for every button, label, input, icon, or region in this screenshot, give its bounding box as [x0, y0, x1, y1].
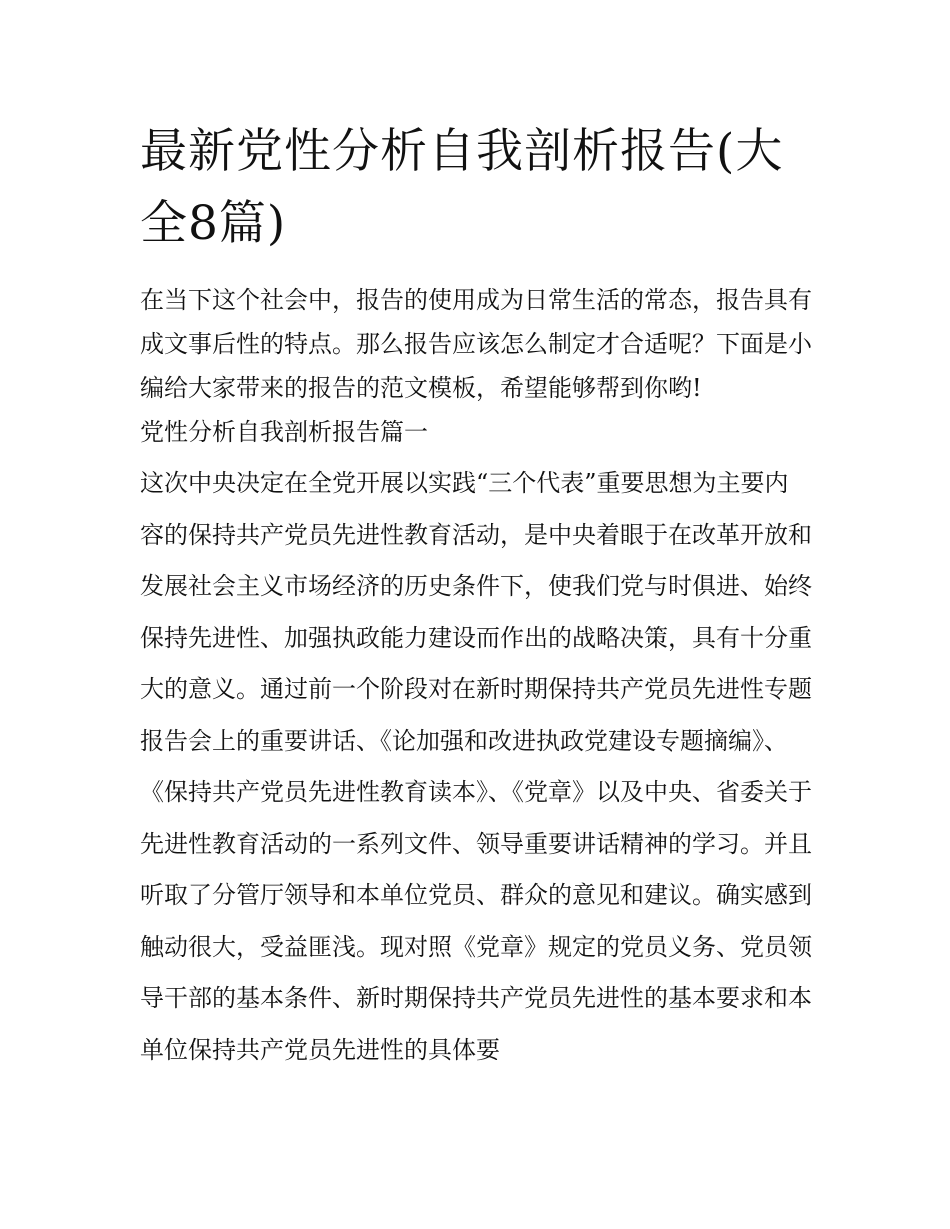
section-heading: 党性分析自我剖析报告篇一	[140, 418, 428, 446]
body-paragraph: 这次中央决定在全党开展以实践“三个代表”重要思想为主要内容的保持共产党员先进性教育活动，是中央着眼于在改革开放和发展社会主义市场经济的历史条件下，使我们党与时俱进、始终保持先进性、加强执政能力建设而作出的战略决策，具有十分重大的意义。通过前一个阶段对在新时期保持共产党员先进性专题报告会上的重要讲话、《论加强和改进执政党建设专题摘编》、《保持共产党员先进性教育读本》、《党章》以及中央、省委关于先进性教育活动的一系列文件、领导重要讲话精神的学习。并且听取了分管厅领导和本单位党员、群众的意见和建议。确实感到触动很大，受益匪浅。现对照《党章》规定的党员义务、党员领导干部的基本条件、新时期保持共产党员先进性的基本要求和本单位保持共产党员先进性的具体要	[140, 469, 812, 1064]
intro-paragraph: 在当下这个社会中，报告的使用成为日常生活的常态，报告具有成文事后性的特点。那么报告应该怎么制定才合适呢？下面是小编给大家带来的报告的范文模板，希望能够帮到你哟!	[140, 286, 812, 402]
document-title: 最新党性分析自我剖析报告(大全8篇)	[140, 124, 784, 251]
document-page	[140, 116, 812, 1076]
